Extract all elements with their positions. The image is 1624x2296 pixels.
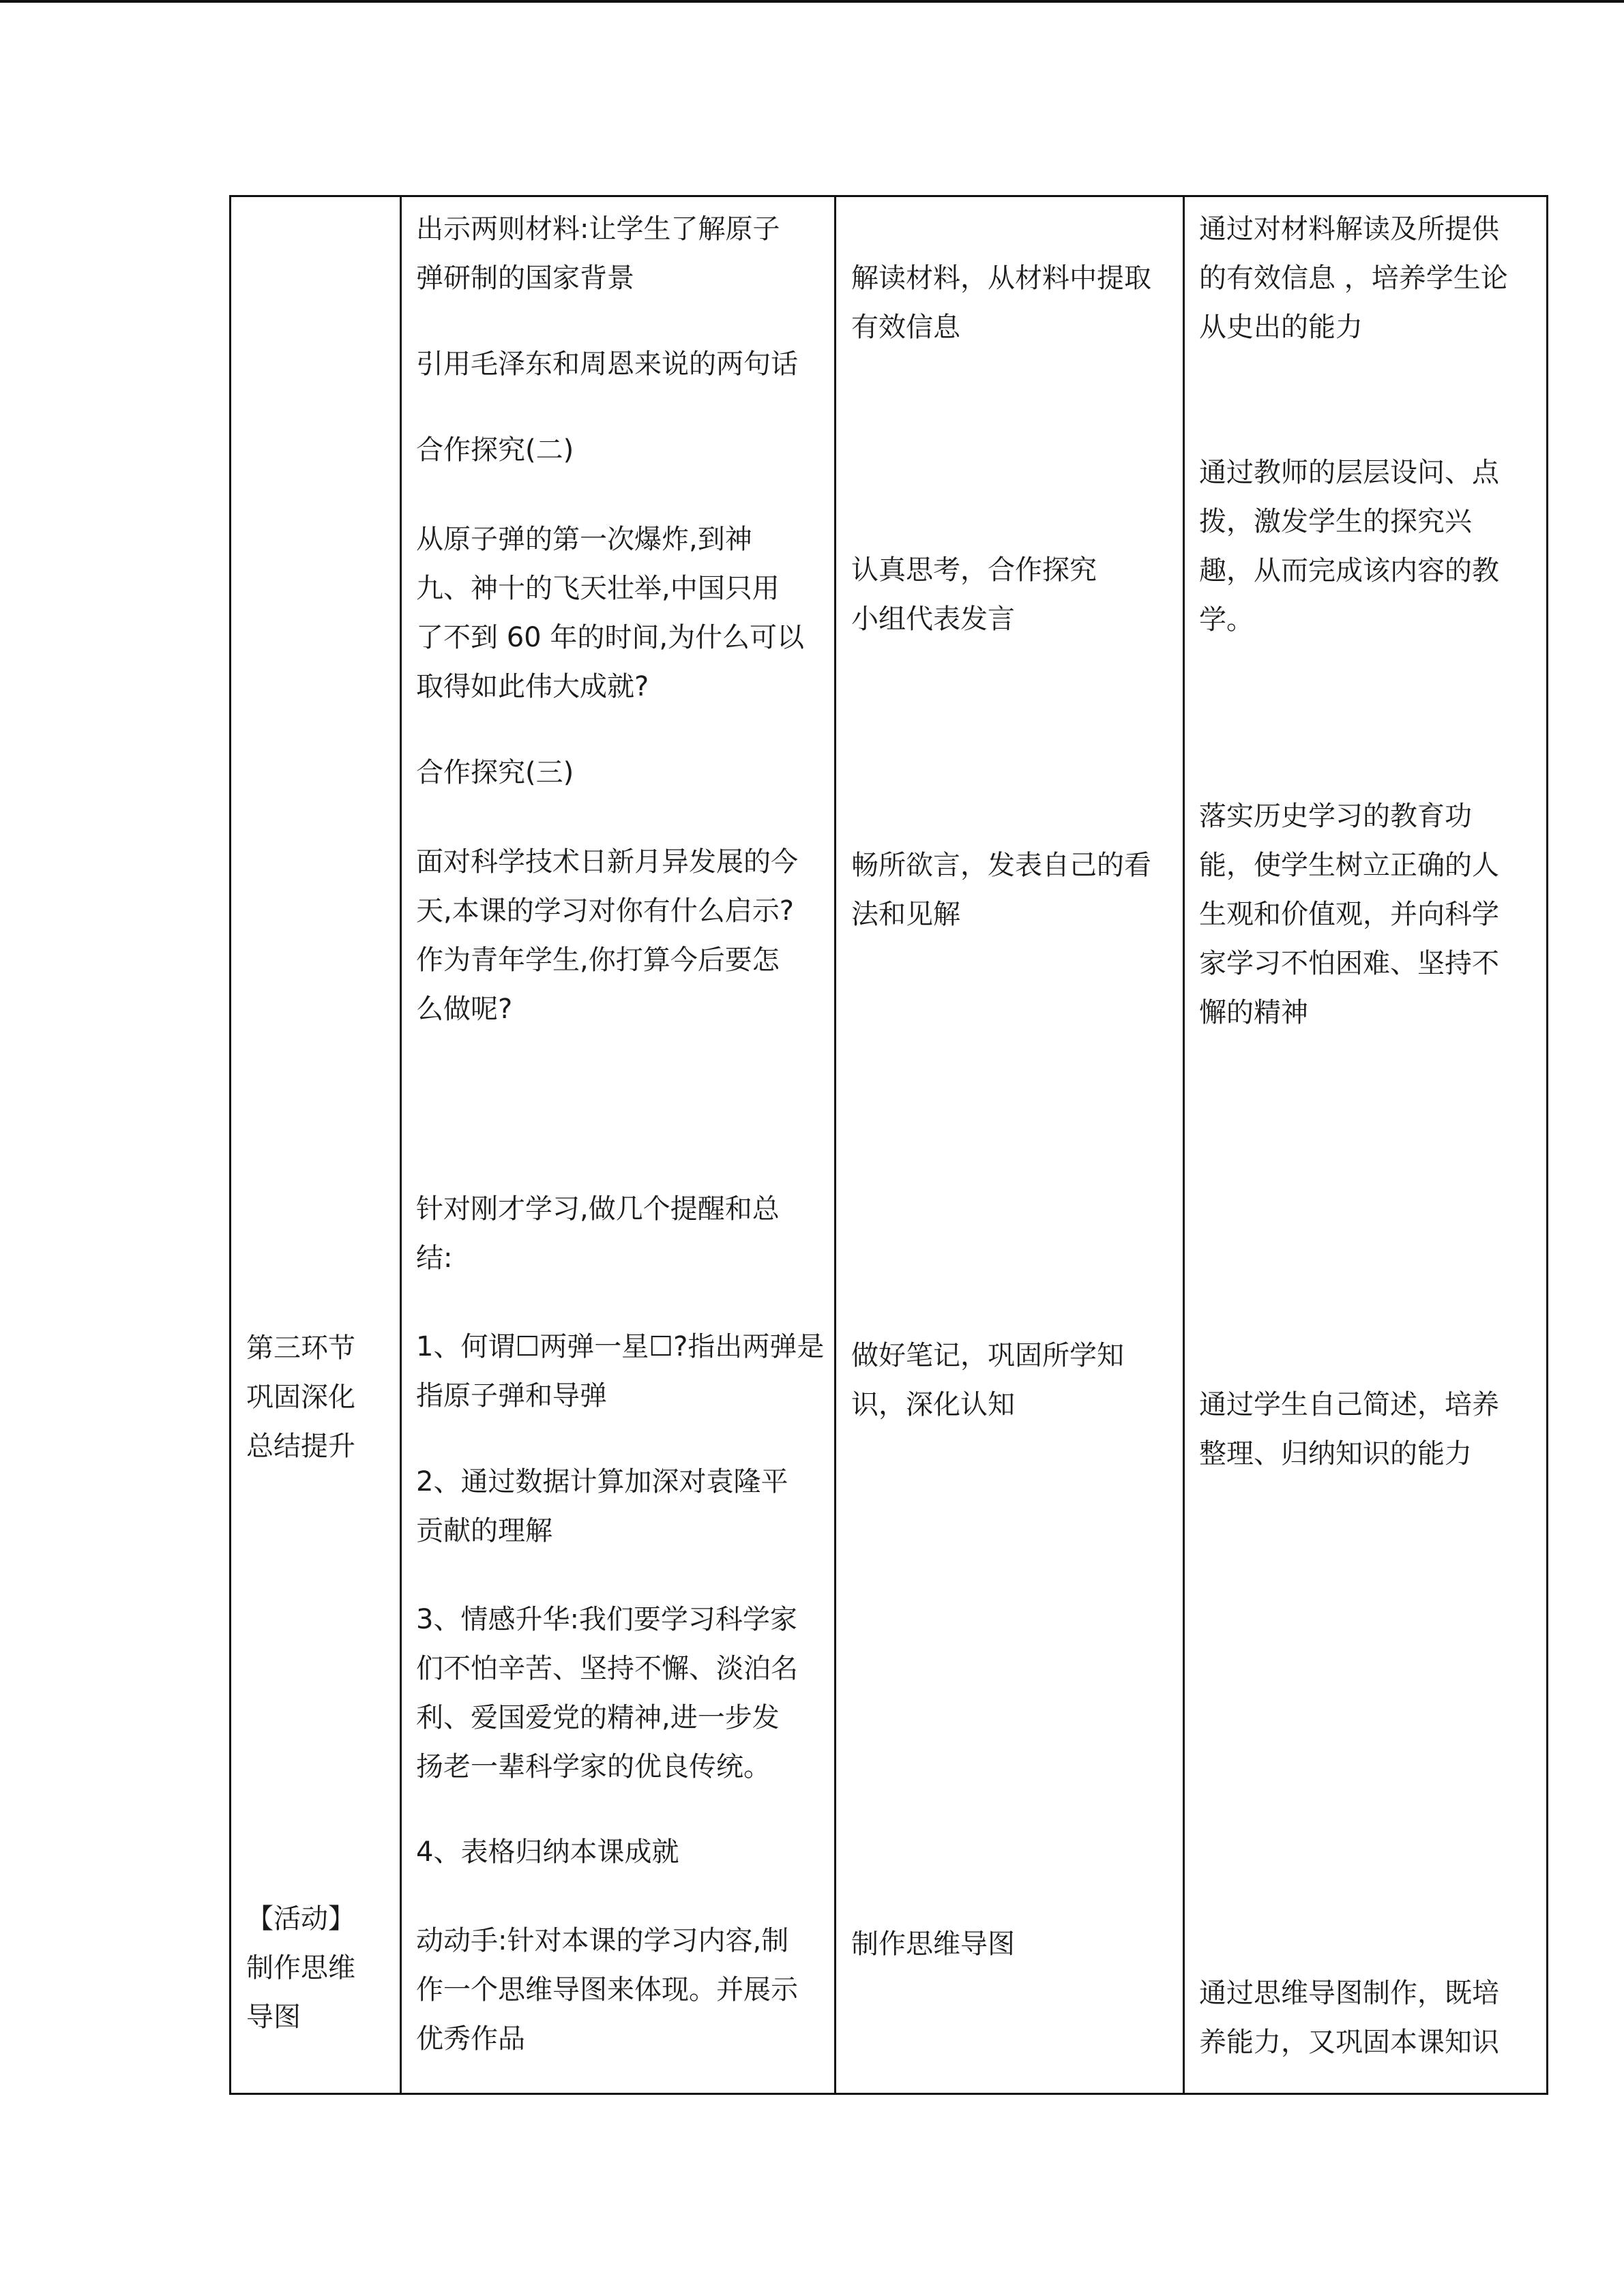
teacher-text: 3、情感升华:我们要学习科学家 — [416, 1604, 797, 1635]
student-text: 认真思考，合作探究 — [851, 554, 1097, 586]
intent-text: 生观和价值观，并向科学 — [1199, 899, 1499, 930]
stage-label: 第三环节 — [246, 1332, 355, 1364]
student-text: 制作思维导图 — [851, 1928, 1015, 1960]
stage-label: 总结提升 — [246, 1431, 355, 1462]
intent-text: 拨，激发学生的探究兴 — [1199, 506, 1472, 537]
teacher-text: 了不到 60 年的时间,为什么可以 — [416, 622, 805, 653]
student-text: 小组代表发言 — [851, 603, 1015, 635]
table-column-divider — [1183, 195, 1185, 2095]
teacher-text: 面对科学技术日新月异发展的今 — [416, 846, 798, 878]
teacher-text: 弹研制的国家背景 — [416, 263, 634, 294]
teacher-text: 扬老一辈科学家的优良传统。 — [416, 1751, 771, 1783]
teacher-text: 4、表格归纳本课成就 — [416, 1836, 679, 1868]
intent-text: 从史出的能力 — [1199, 312, 1363, 343]
intent-text: 落实历史学习的教育功 — [1199, 801, 1472, 832]
teacher-text: 结: — [416, 1242, 453, 1274]
teacher-text: 利、爱国爱党的精神,进一步发 — [416, 1702, 780, 1733]
teacher-text: 从原子弹的第一次爆炸,到神 — [416, 524, 752, 555]
table-column-divider — [400, 195, 402, 2095]
stage-label: 巩固深化 — [246, 1382, 355, 1413]
teacher-text: 指原子弹和导弹 — [416, 1380, 607, 1412]
teacher-heading: 合作探究(二) — [416, 434, 574, 466]
student-text: 法和见解 — [851, 899, 960, 930]
teacher-text: 1、何谓☐两弹一星☐?指出两弹是 — [416, 1331, 825, 1362]
student-text: 解读材料，从材料中提取 — [851, 263, 1151, 294]
teacher-text: 取得如此伟大成就? — [416, 671, 649, 702]
activity-label: 制作思维 — [246, 1952, 355, 1984]
intent-text: 通过教师的层层设问、点 — [1199, 457, 1499, 488]
teacher-text: 针对刚才学习,做几个提醒和总 — [416, 1193, 780, 1225]
table-column-divider — [834, 195, 836, 2095]
teacher-text: 贡献的理解 — [416, 1515, 552, 1547]
intent-text: 通过对材料解读及所提供 — [1199, 213, 1499, 245]
intent-text: 趣，从而完成该内容的教 — [1199, 555, 1499, 586]
intent-text: 养能力，又巩固本课知识 — [1199, 2027, 1499, 2058]
student-text: 识，深化认知 — [851, 1389, 1015, 1420]
teacher-text: 作为青年学生,你打算今后要怎 — [416, 944, 780, 976]
intent-text: 整理、归纳知识的能力 — [1199, 1438, 1472, 1470]
teacher-text: 出示两则材料:让学生了解原子 — [416, 213, 780, 245]
intent-text: 家学习不怕困难、坚持不 — [1199, 948, 1499, 979]
activity-label: 【活动】 — [246, 1903, 355, 1935]
intent-text: 的有效信息 ，培养学生论 — [1199, 263, 1508, 294]
teacher-text: 九、神十的飞天壮举,中国只用 — [416, 573, 780, 604]
teacher-text: 优秀作品 — [416, 2023, 525, 2055]
teacher-text: 动动手:针对本课的学习内容,制 — [416, 1925, 789, 1956]
intent-text: 能，使学生树立正确的人 — [1199, 850, 1499, 881]
intent-text: 通过思维导图制作，既培 — [1199, 1978, 1499, 2009]
intent-text: 通过学生自己简述，培养 — [1199, 1389, 1499, 1420]
teacher-text: 2、通过数据计算加深对袁隆平 — [416, 1466, 788, 1497]
page-top-rule — [0, 0, 1624, 3]
teacher-text: 引用毛泽东和周恩来说的两句话 — [416, 348, 798, 380]
teacher-text: 作一个思维导图来体现。并展示 — [416, 1974, 798, 2006]
teacher-text: 么做呢? — [416, 994, 513, 1025]
intent-text: 学。 — [1199, 604, 1254, 636]
teacher-heading: 合作探究(三) — [416, 757, 574, 788]
teacher-text: 天,本课的学习对你有什么启示? — [416, 895, 794, 927]
student-text: 畅所欲言，发表自己的看 — [851, 850, 1151, 881]
intent-text: 懈的精神 — [1199, 997, 1308, 1028]
teacher-text: 们不怕辛苦、坚持不懈、淡泊名 — [416, 1653, 798, 1684]
student-text: 做好笔记，巩固所学知 — [851, 1340, 1124, 1371]
student-text: 有效信息 — [851, 312, 960, 343]
activity-label: 导图 — [246, 2001, 301, 2033]
